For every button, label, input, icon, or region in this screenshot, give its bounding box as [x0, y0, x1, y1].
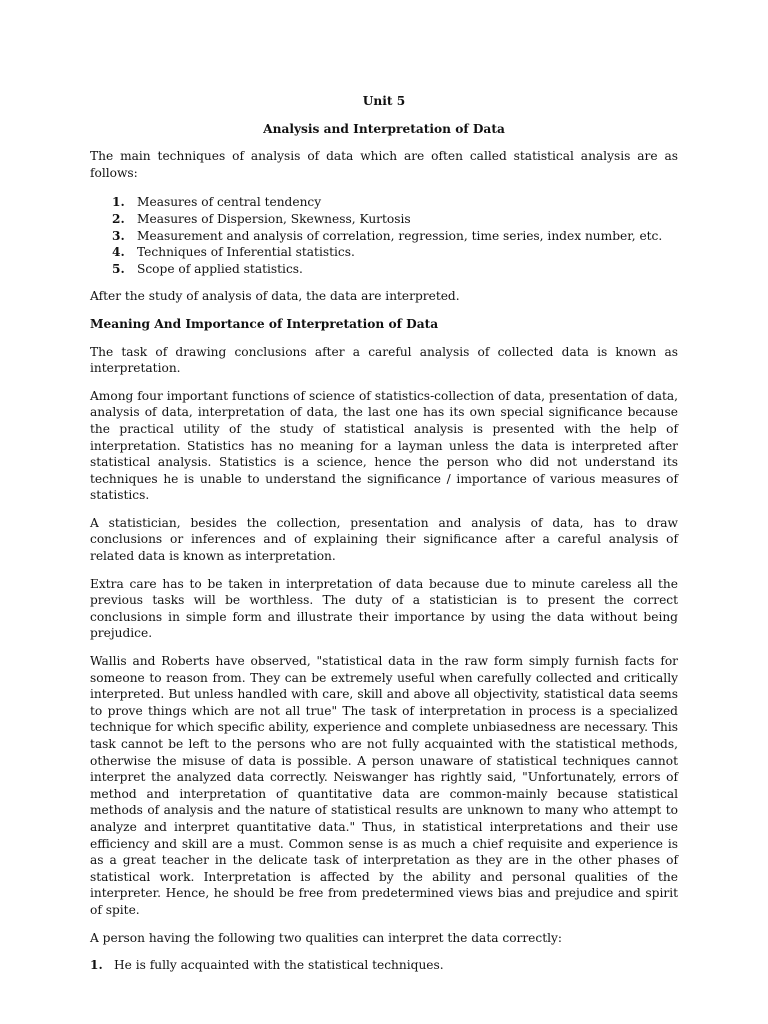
body-paragraph: Among four important functions of science of statistics-collection of data, presentation of data, analysis of data, interpretation of data, the last one has its own special significance because the practical utility of the study of statistical analysis is presented with the help of interpretation. Statistics has no meaning for a layman unless the data is interpreted after statistical analysis. Statistics is a science, hence the person who did not understand its techniques he is unable to understand the significance / importance of various measures of statistics. [90, 388, 678, 503]
body-paragraph: A statistician, besides the collection, presentation and analysis of data, has to draw conclusions or inferences and of explaining their significance after a careful analysis of related data is known as interpretation. [90, 515, 678, 564]
list-item-number: 2. [112, 211, 125, 226]
intro-paragraph: The main techniques of analysis of data which are often called statistical analysis are as follows: [90, 149, 678, 180]
list-item-text: Scope of applied statistics. [137, 261, 303, 276]
techniques-list [90, 194, 678, 277]
body-paragraph: The task of drawing conclusions after a careful analysis of collected data is known as interpretation. [90, 344, 678, 376]
list-item-text: Measures of central tendency [137, 195, 322, 210]
body-paragraph: A person having the following two qualities can interpret the data correctly: [90, 930, 563, 945]
list-item-number: 3. [112, 228, 125, 243]
list-item-text: Measures of Dispersion, Skewness, Kurtosis [137, 211, 411, 226]
list-item-number: 4. [112, 245, 125, 260]
body-paragraph: Extra care has to be taken in interpretation of data because due to minute careless all the previous tasks will be worthless. The duty of a statistician is to present the correct conclusions in simple form and illustrate their importance by using the data without being prejudice. [90, 576, 678, 641]
body-paragraph: Wallis and Roberts have observed, "statistical data in the raw form simply furnish facts for someone to reason from. They can be extremely useful when carefully collected and critically interpreted. But unless handled with care, skill and above all objectivity, statistical data seems to prove things which are not all true" The task of interpretation in process is a specialized technique for which specific ability, experience and complete unbiasedness are necessary. This task cannot be left to the persons who are not fully acquainted with the statistical methods, otherwise the misuse of data is possible. A person unaware of statistical techniques cannot interpret the analyzed data correctly. Neiswanger has rightly said, "Unfortunately, errors of method and interpretation of quantitative data are common-mainly because statistical methods of analysis and the nature of statistical results are unknown to many who attempt to analyze and interpret quantitative data." Thus, in statistical interpretations and their use efficiency and skill are a must. Common sense is as much a chief requisite and experience is as a great teacher in the delicate task of interpretation as they are in the other phases of statistical work. Interpretation is affected by the ability and personal qualities of the interpreter. Hence, he should be free from predetermined views bias and prejudice and spirit of spite. [90, 654, 678, 917]
list-item-number: 5. [112, 261, 125, 276]
quality-item-number: 1. [90, 958, 103, 973]
list-item [112, 228, 678, 245]
quality-item-text: He is fully acquainted with the statistical techniques. [114, 958, 444, 973]
list-item-text: Techniques of Inferential statistics. [137, 245, 355, 260]
document-title: Analysis and Interpretation of Data [263, 121, 505, 136]
list-item-number: 1. [112, 195, 125, 210]
list-item [112, 211, 678, 228]
section-heading: Meaning And Importance of Interpretation of Data [90, 316, 439, 331]
list-item [112, 261, 678, 278]
list-item-text: Measurement and analysis of correlation, regression, time series, index number, etc. [137, 228, 663, 243]
after-list-paragraph: After the study of analysis of data, the data are interpreted. [90, 289, 460, 304]
quality-item [90, 957, 678, 974]
list-item [112, 244, 678, 261]
list-item [112, 194, 678, 211]
unit-title: Unit 5 [362, 94, 406, 108]
document-page [90, 93, 678, 974]
